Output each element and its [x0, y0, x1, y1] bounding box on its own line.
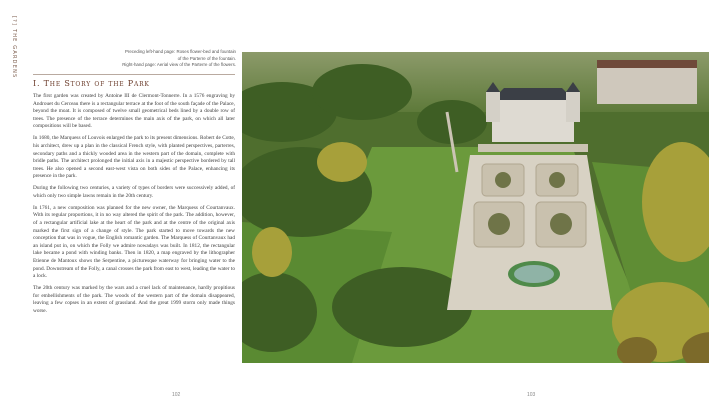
paragraph: The first garden was created by Antoine III de Clermont-Tonnerre. In a 1576 engraving by Androuet du Cerceau there is a rectangular terrace at the foot of the south façade of the Palace, beyond the moat. It is composed of twelve small geometrical beds lined by a double row of trees. The presence of the terrace determines the main axis of the park, on which all later compositions will be based.: [33, 93, 235, 130]
paragraph: The 20th century was marked by the wars and a cruel lack of maintenance, hardly propitious for embellishments of the park. The woods of the western part of the domain disappeared, leaving a few copses in an extent of grassland. And the great 1999 storm only made things worse.: [33, 285, 235, 314]
aerial-photo: [242, 52, 709, 363]
aerial-photo-illustration: [242, 52, 709, 363]
title-rule: [33, 74, 235, 75]
caption-line: Right-hand page: Aerial view of the Parterre of the flowers.: [122, 62, 236, 68]
paragraph: In 1680, the Marquess of Louvois enlarged the park to its present dimensions. Robert de Cotte, his architect, drew up a plan in the classical French style, with planted perspectives, parterres, secondary paths and a thickly wooded area in the western part of the domain, complete with bridle paths. The architect prolonged the initial axis in a majestic perspective bordered by tall trees. He also opened a second east-west vista on both sides of the Palace, enhancing its presence in the park.: [33, 135, 235, 180]
page-number-right: 103: [527, 392, 536, 398]
paragraph: During the following two centuries, a variety of types of borders were successively added, of which only two simple lawns remain in the 20th century.: [33, 185, 235, 199]
paragraph: In 1761, a new composition was planned for the new owner, the Marquess of Courtanvaux. With its regular proportions, it in no way altered the spirit of the park. The addition, however, of a rectangular artificial lake at the heart of the park and at the centre of the original axis marked the first sign of a change of style. The park started to move towards the new conception that was in vogue, the English romantic garden. The Marquess of Courtanvaux had an island put in, on which the Folly we admire nowadays was built. In 1812, the rectangular lake became a pond with winding banks. Then in 1820, a map engraved by the lithographer Etienne de Mantoux shows the Serpentine, a picturesque waterway for bringing water to the pond. Downstream of the Folly, a canal crosses the park from east to west, leading the water to a lock.: [33, 204, 235, 280]
running-head: [?] THE GARDENS: [11, 16, 17, 79]
section-title: I. The Story of the Park: [33, 79, 150, 88]
caption-line: of the Parterre of the fountain.: [177, 55, 236, 61]
body-text: [33, 93, 235, 320]
photo-captions: [88, 49, 236, 69]
page-number-left: 102: [172, 392, 181, 398]
caption-line: Preceding left-hand page: Roses flower-bed and fountain: [124, 49, 236, 54]
